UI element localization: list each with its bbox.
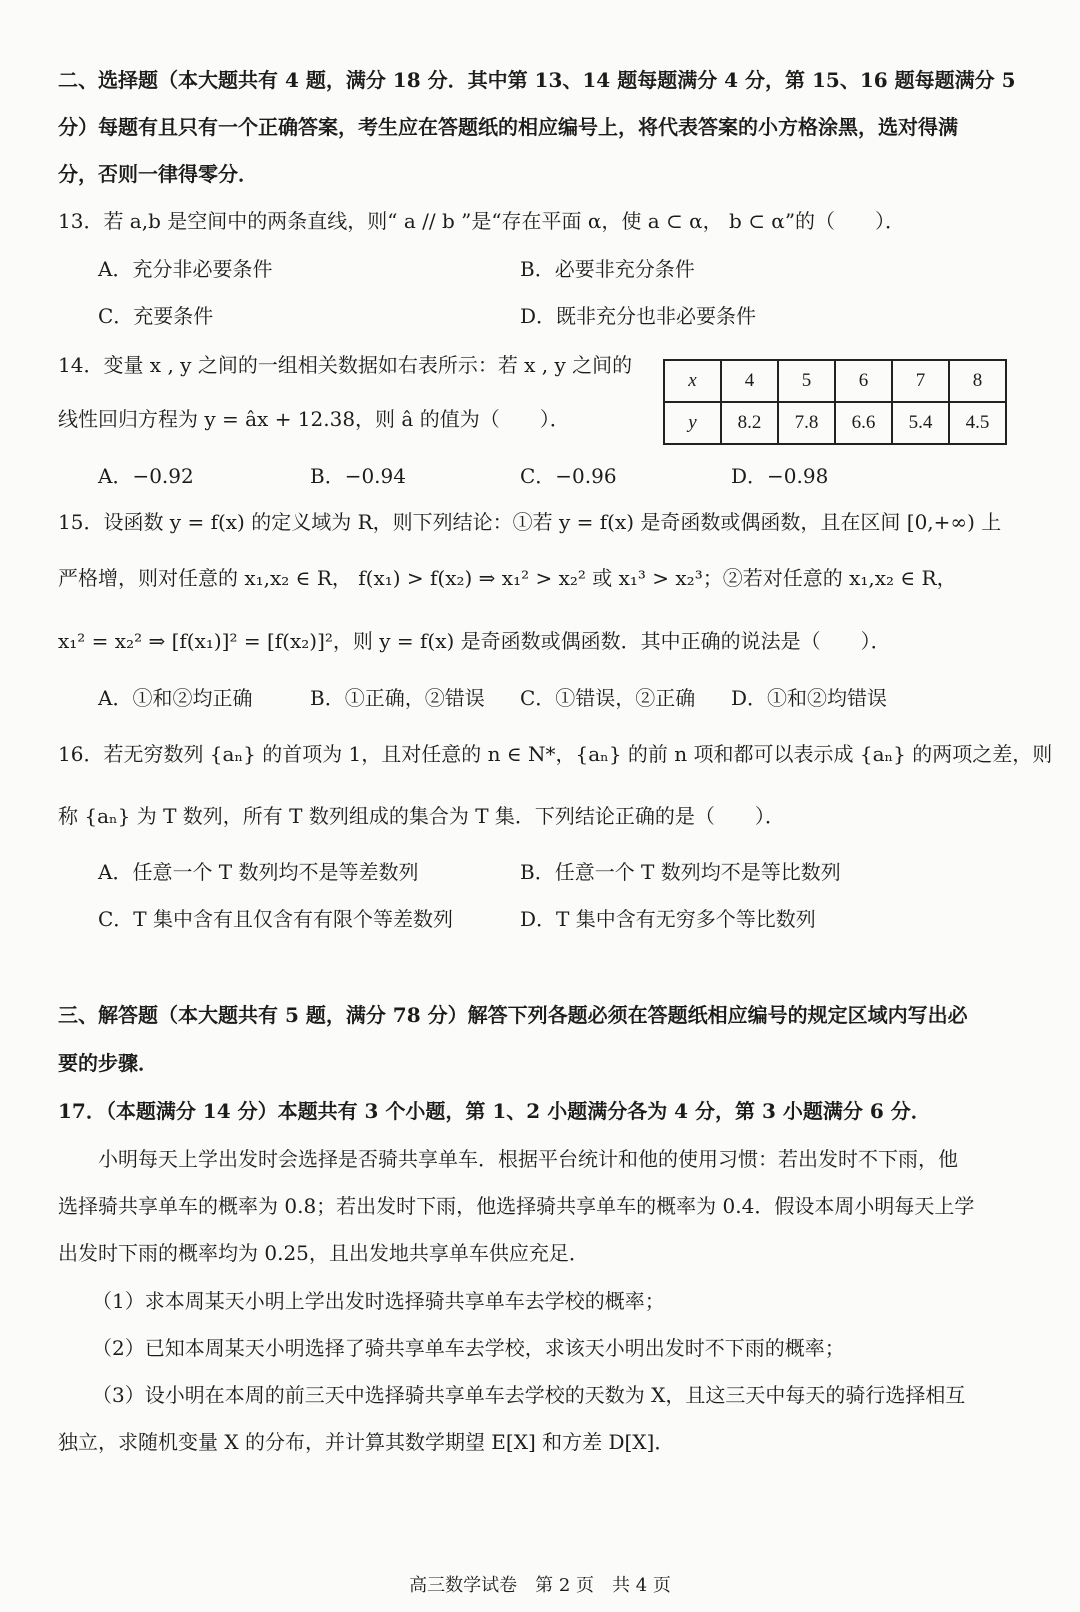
section2-heading-line1: 二、选择题（本大题共有 4 题，满分 18 分．其中第 13、14 题每题满分 4 分，第 15、16 题每题满分 5: [58, 68, 1016, 92]
q16-stem-line2: 称 {aₙ} 为 T 数列，所有 T 数列组成的集合为 T 集．下列结论正确的是（ ）．: [58, 804, 785, 828]
table-header-y: y: [664, 402, 721, 444]
table-cell: 6.6: [835, 402, 892, 444]
table-cell: 4.5: [949, 402, 1006, 444]
q17-paragraph-line1: 小明每天上学出发时会选择是否骑共享单车．根据平台统计和他的使用习惯：若出发时不下雨，他: [98, 1147, 958, 1171]
q17-subquestion-2: （2）已知本周某天小明选择了骑共享单车去学校，求该天小明出发时不下雨的概率；: [92, 1336, 845, 1360]
q14-data-table: [663, 359, 1007, 445]
q16-option-b: B．任意一个 T 数列均不是等比数列: [520, 860, 841, 884]
page-footer: 高三数学试卷 第 2 页 共 4 页: [409, 1575, 671, 1596]
q15-option-b: B．①正确，②错误: [310, 686, 485, 710]
table-row-x: [664, 360, 1006, 402]
q16-option-d: D．T 集中含有无穷多个等比数列: [520, 907, 816, 931]
q15-stem-line2: 严格增，则对任意的 x₁,x₂ ∈ R， f(x₁) > f(x₂) ⇒ x₁² > x₂² 或 x₁³ > x₂³；②若对任意的 x₁,x₂ ∈ R，: [58, 566, 957, 590]
q14-option-d: D．−0.98: [731, 464, 829, 488]
table-cell: 7: [892, 360, 949, 402]
q15-option-a: A．①和②均正确: [98, 686, 253, 710]
q15-option-c: C．①错误，②正确: [520, 686, 696, 710]
section3-heading-line2: 要的步骤．: [58, 1051, 158, 1075]
q14-option-a: A．−0.92: [98, 464, 194, 488]
q17-subquestion-1: （1）求本周某天小明上学出发时选择骑共享单车去学校的概率；: [92, 1289, 665, 1313]
table-header-x: x: [664, 360, 721, 402]
table-row-y: [664, 402, 1006, 444]
q17-subquestion-3-line1: （3）设小明在本周的前三天中选择骑共享单车去学校的天数为 X，且这三天中每天的骑行选择相互: [92, 1383, 966, 1407]
q16-stem-line1: 16．若无穷数列 {aₙ} 的首项为 1，且对任意的 n ∈ N*，{aₙ} 的前 n 项和都可以表示成 {aₙ} 的两项之差，则: [58, 742, 1053, 766]
q14-option-b: B．−0.94: [310, 464, 406, 488]
q16-option-c: C．T 集中含有且仅含有有限个等差数列: [98, 907, 453, 931]
q13-option-a: A．充分非必要条件: [98, 257, 273, 281]
table-cell: 8: [949, 360, 1006, 402]
q17-header: 17．（本题满分 14 分）本题共有 3 个小题，第 1、2 小题满分各为 4 分，第 3 小题满分 6 分．: [58, 1099, 931, 1123]
section3-heading-line1: 三、解答题（本大题共有 5 题，满分 78 分）解答下列各题必须在答题纸相应编号的规定区域内写出必: [58, 1003, 968, 1027]
q14-option-c: C．−0.96: [520, 464, 617, 488]
table-cell: 6: [835, 360, 892, 402]
q13-option-d: D．既非充分也非必要条件: [520, 304, 757, 328]
section2-heading-line3: 分，否则一律得零分．: [58, 162, 258, 186]
table-cell: 5: [778, 360, 835, 402]
table-cell: 4: [721, 360, 778, 402]
table-cell: 7.8: [778, 402, 835, 444]
q13-option-c: C．充要条件: [98, 304, 214, 328]
table-cell: 5.4: [892, 402, 949, 444]
q13-stem: 13．若 a,b 是空间中的两条直线，则“ a // b ”是“存在平面 α，使 a ⊂ α， b ⊂ α”的（ ）．: [58, 209, 906, 233]
q15-stem-line1: 15．设函数 y = f(x) 的定义域为 R，则下列结论：①若 y = f(x) 是奇函数或偶函数，且在区间 [0,+∞) 上: [58, 510, 1002, 534]
q15-stem-line3: x₁² = x₂² ⇒ [f(x₁)]² = [f(x₂)]²，则 y = f(x) 是奇函数或偶函数．其中正确的说法是（ ）．: [58, 629, 891, 653]
section2-heading-line2: 分）每题有且只有一个正确答案，考生应在答题纸的相应编号上，将代表答案的小方格涂黑，选对得满: [58, 115, 958, 139]
table-cell: 8.2: [721, 402, 778, 444]
q17-paragraph-line3: 出发时下雨的概率均为 0.25，且出发地共享单车供应充足．: [58, 1241, 589, 1265]
q16-option-a: A．任意一个 T 数列均不是等差数列: [98, 860, 419, 884]
q13-option-b: B．必要非充分条件: [520, 257, 695, 281]
q17-paragraph-line2: 选择骑共享单车的概率为 0.8；若出发时下雨，他选择骑共享单车的概率为 0.4．假设本周小明每天上学: [58, 1194, 975, 1218]
q14-stem-line2: 线性回归方程为 y = âx + 12.38，则 â 的值为（ ）．: [58, 407, 570, 431]
q17-subquestion-3-line2: 独立，求随机变量 X 的分布，并计算其数学期望 E[X] 和方差 D[X]．: [58, 1430, 675, 1454]
q15-option-d: D．①和②均错误: [731, 686, 888, 710]
q14-stem-line1: 14．变量 x , y 之间的一组相关数据如右表所示：若 x , y 之间的: [58, 353, 633, 377]
